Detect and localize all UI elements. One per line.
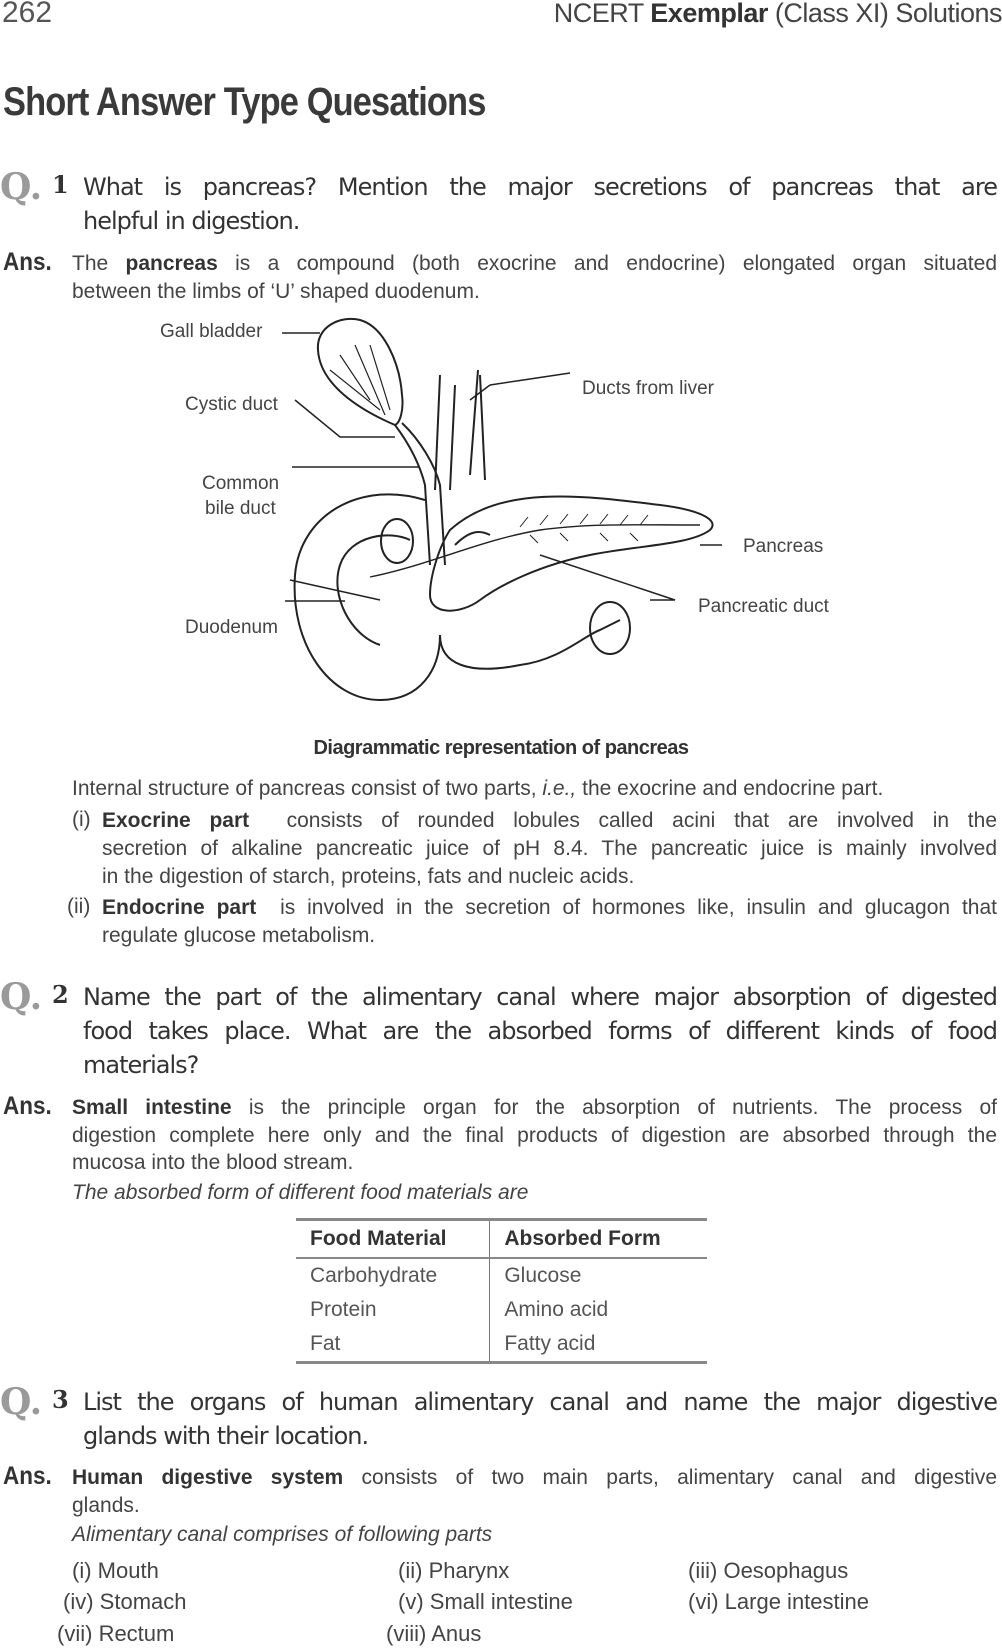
book-class: (Class XI) <box>774 0 889 28</box>
answer-line: glands. <box>72 1494 140 1517</box>
table-row <box>296 1293 707 1327</box>
answer-line <box>72 1464 997 1492</box>
item-number: (iii) <box>688 1558 718 1583</box>
text: is a compound (both exocrine and endocrine) elongated organ situated <box>235 252 998 275</box>
label-cystic-duct: Cystic duct <box>185 394 278 415</box>
text: the exocrine and endocrine part. <box>582 777 884 800</box>
diagram-caption: Diagrammatic representation of pancreas <box>313 737 689 759</box>
intestine-opening <box>590 602 630 654</box>
page-number: 262 <box>2 0 53 29</box>
q-mark: Q. <box>0 166 43 208</box>
bold-term: Human digestive system <box>72 1466 344 1489</box>
table-cell: Amino acid <box>490 1293 707 1327</box>
question-line: materials? <box>83 1051 199 1079</box>
question-line: What is pancreas? Mention the major secretions of pancreas that are <box>83 173 997 201</box>
table-row <box>296 1327 707 1363</box>
question-number: 2 <box>52 980 69 1009</box>
table-cell: Protein <box>310 1298 377 1321</box>
q-mark: Q. <box>0 1381 43 1423</box>
answer-italic: The absorbed form of different food materials are <box>72 1181 529 1204</box>
table-cell: Fatty acid <box>490 1327 707 1363</box>
item-name: Mouth <box>97 1558 159 1583</box>
answer-line: digestion complete here only and the final products of digestion are absorbed through the <box>72 1124 997 1147</box>
pancreatic-duct-shape <box>370 525 700 577</box>
book-title <box>554 0 1002 29</box>
table-row <box>296 1258 707 1293</box>
bold-term: pancreas <box>125 252 218 275</box>
book-suffix: Solutions <box>895 0 1002 28</box>
duodenum-opening <box>381 519 413 563</box>
answer-line <box>72 1094 997 1122</box>
question-line: Name the part of the alimentary canal where major absorption of digested <box>83 983 997 1011</box>
section-title: Short Answer Type Quesations <box>3 80 486 124</box>
point-line: regulate glucose metabolism. <box>102 924 376 947</box>
item-number: (v) <box>398 1589 424 1614</box>
q-mark: Q. <box>0 976 43 1018</box>
item-name: Rectum <box>98 1621 175 1646</box>
answer-line <box>72 250 997 278</box>
point-number: (i) <box>72 808 91 831</box>
point-line <box>102 807 997 835</box>
question-number: 3 <box>52 1385 69 1414</box>
question-line: glands with their location. <box>83 1422 369 1450</box>
item-name: Oesophagus <box>723 1558 849 1583</box>
column-header: Food Material <box>296 1220 490 1259</box>
answer-italic: Alimentary canal comprises of following parts <box>72 1523 493 1546</box>
question-line: helpful in digestion. <box>83 207 300 235</box>
point-line <box>102 894 997 922</box>
item-number: (iv) <box>63 1589 94 1614</box>
book-bold: Exemplar <box>650 0 768 28</box>
question-line: food takes place. What are the absorbed forms of different kinds of food <box>83 1017 997 1045</box>
item-name: Pharynx <box>428 1558 510 1583</box>
question-line: List the organs of human alimentary canal and name the major digestive <box>83 1388 997 1416</box>
list-item <box>57 1621 174 1647</box>
text: consists of two main parts, alimentary canal and digestive <box>361 1466 997 1489</box>
list-item <box>386 1621 481 1647</box>
label-pancreatic-duct: Pancreatic duct <box>698 596 829 617</box>
item-name: Anus <box>431 1621 482 1646</box>
text: is involved in the secretion of hormones like, insulin and glucagon that <box>280 896 997 919</box>
table-cell: Carbohydrate <box>310 1264 438 1287</box>
label-gall-bladder: Gall bladder <box>160 321 263 342</box>
list-item <box>72 1558 159 1584</box>
label-common-bile-duct-2: bile duct <box>205 498 276 519</box>
bold-term: Exocrine part <box>102 809 250 832</box>
text: is the principle organ for the absorption of nutrients. The process of <box>248 1096 997 1119</box>
pancreas-diagram <box>0 315 1002 735</box>
table-cell: Glucose <box>490 1258 707 1293</box>
point-line: in the digestion of starch, proteins, fats and nucleic acids. <box>102 865 635 888</box>
text: consists of rounded lobules called acini that are involved in the <box>286 809 998 832</box>
diagram-drawing <box>282 319 722 700</box>
bold-term: Small intestine <box>72 1096 232 1119</box>
text: Internal structure of pancreas consist of two parts, <box>72 777 537 800</box>
answer-line: mucosa into the blood stream. <box>72 1151 354 1174</box>
text: The <box>72 252 109 275</box>
bold-term: Endocrine part <box>102 896 257 919</box>
list-item <box>398 1558 509 1584</box>
label-pancreas: Pancreas <box>743 536 824 557</box>
column-header: Absorbed Form <box>490 1220 707 1259</box>
item-name: Stomach <box>99 1589 187 1614</box>
liver-ducts <box>435 370 485 490</box>
label-duodenum: Duodenum <box>185 617 278 638</box>
answer-line: between the limbs of ‘U’ shaped duodenum. <box>72 280 480 303</box>
point-number: (ii) <box>67 895 91 918</box>
answer-label: Ans. <box>3 1092 52 1120</box>
label-ducts-from-liver: Ducts from liver <box>582 378 714 399</box>
answer-label: Ans. <box>3 248 52 276</box>
point-line: secretion of alkaline pancreatic juice of pH 8.4. The pancreatic juice is mainly involved <box>102 837 997 860</box>
internal-structure-text <box>72 775 997 803</box>
table-header-row <box>296 1220 707 1259</box>
absorption-table <box>296 1218 707 1364</box>
item-number: (vi) <box>688 1589 719 1614</box>
list-item <box>63 1589 187 1615</box>
label-common-bile-duct: Common <box>202 473 280 494</box>
list-item <box>688 1589 869 1615</box>
book-prefix: NCERT <box>553 0 644 28</box>
list-item <box>398 1589 573 1615</box>
item-number: (ii) <box>398 1558 423 1583</box>
pancreas-shape <box>430 496 713 610</box>
italic-text: i.e., <box>542 777 577 800</box>
duodenum-shape <box>295 494 490 700</box>
item-name: Large intestine <box>724 1589 869 1614</box>
table-cell: Fat <box>296 1327 490 1363</box>
item-number: (vii) <box>57 1621 93 1646</box>
question-number: 1 <box>52 170 69 199</box>
item-name: Small intestine <box>429 1589 573 1614</box>
list-item <box>688 1558 848 1584</box>
answer-label: Ans. <box>3 1462 52 1490</box>
item-number: (i) <box>72 1558 92 1583</box>
item-number: (viii) <box>386 1621 427 1646</box>
